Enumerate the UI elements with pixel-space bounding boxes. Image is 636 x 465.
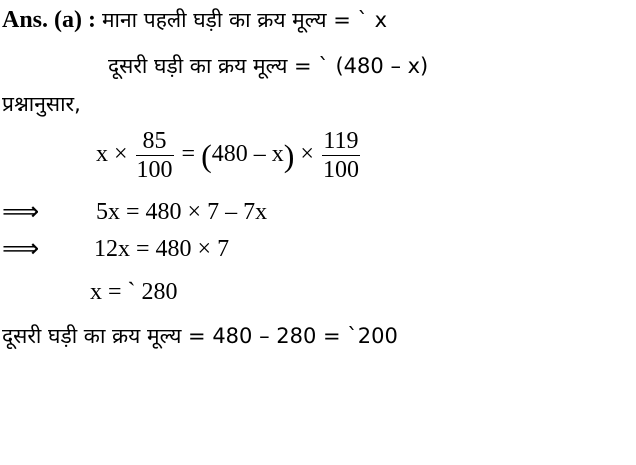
main-equation bbox=[96, 127, 362, 184]
paren-content: 480 – x bbox=[211, 141, 284, 168]
fraction-1-denominator: 100 bbox=[136, 157, 173, 183]
fraction-119-100 bbox=[322, 127, 360, 184]
implies-arrow-icon: ⟹ bbox=[2, 197, 40, 227]
equation-lhs-var: x × bbox=[96, 141, 128, 168]
conclusion-line bbox=[2, 322, 398, 350]
close-parenthesis: ) bbox=[283, 137, 295, 174]
implies-arrow-icon: ⟹ bbox=[2, 234, 40, 264]
answer-line-1 bbox=[2, 6, 387, 34]
equation-equals-sign: = bbox=[181, 141, 196, 168]
fraction-2-numerator: 119 bbox=[323, 128, 359, 154]
according-to-question-text: प्रश्नानुसार, bbox=[2, 92, 81, 116]
step-1 bbox=[96, 198, 267, 226]
equation-times-sign: × bbox=[300, 141, 314, 168]
conclusion-text: दूसरी घड़ी का क्रय मूल्य = 480 – 280 = `200 bbox=[2, 324, 398, 348]
answer-line-2 bbox=[108, 52, 428, 80]
open-parenthesis: ( bbox=[201, 137, 212, 174]
fraction-2-denominator: 100 bbox=[322, 157, 359, 183]
second-watch-cost-text: दूसरी घड़ी का क्रय मूल्य = ` (480 – x) bbox=[108, 54, 429, 78]
first-watch-cost-text: माना पहली घड़ी का क्रय मूल्य = ` x bbox=[102, 8, 388, 32]
step-3 bbox=[90, 278, 178, 306]
answer-line-3 bbox=[2, 90, 81, 118]
step-2 bbox=[94, 235, 229, 263]
fraction-1-numerator: 85 bbox=[136, 127, 174, 156]
answer-label: Ans. (a) : bbox=[2, 7, 96, 33]
step-1-text: 5x = 480 × 7 – 7x bbox=[96, 199, 268, 225]
step-3-text: x = ` 280 bbox=[90, 279, 178, 305]
step-2-text: 12x = 480 × 7 bbox=[94, 236, 230, 262]
fraction-85-100 bbox=[136, 127, 174, 184]
